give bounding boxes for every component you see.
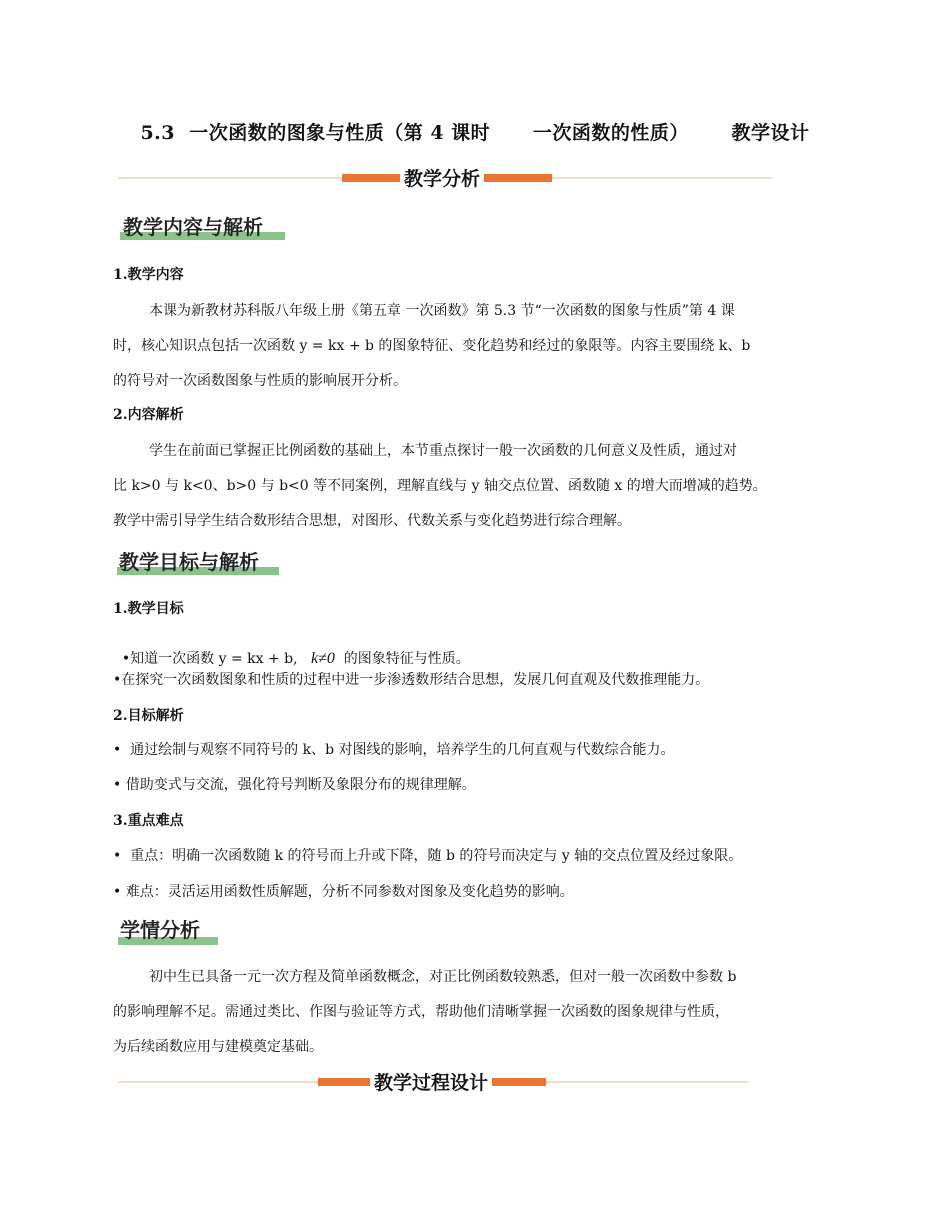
subheading-content-analysis: 2.内容解析 [113, 407, 184, 423]
goal-analysis-item: • 通过绘制与观察不同符号的 k、b 对图线的影响，培养学生的几何直观与代数综合能力。 [113, 742, 675, 758]
subheading-goals: 1.教学目标 [113, 601, 184, 617]
section-heading-goals: 教学目标与解析 [119, 550, 259, 574]
goal-item: •在探究一次函数图象和性质的过程中进一步渗透数形结合思想，发展几何直观及代数推理能力。 [113, 672, 710, 688]
key-point-item: • 难点：灵活运用函数性质解题，分析不同参数对图象及变化趋势的影响。 [113, 884, 574, 900]
subheading-content: 1.教学内容 [113, 267, 184, 283]
paragraph-line: 本课为新教材苏科版八年级上册《第五章 一次函数》第 5.3 节“一次函数的图象与性质”第 4 课 [149, 303, 735, 319]
divider-label-analysis: 教学分析 [400, 164, 484, 191]
paragraph-line: 为后续函数应用与建模奠定基础。 [113, 1039, 323, 1055]
subheading-goal-analysis: 2.目标解析 [113, 708, 184, 724]
divider-label-process: 教学过程设计 [370, 1068, 492, 1095]
section-heading-content: 教学内容与解析 [123, 215, 263, 239]
paragraph-line: 的影响理解不足。需通过类比、作图与验证等方式，帮助他们清晰掌握一次函数的图象规律与性质， [113, 1004, 729, 1020]
math-condition: k≠0 [310, 650, 335, 667]
section-heading-students: 学情分析 [120, 918, 200, 942]
paragraph-line: 的符号对一次函数图象与性质的影响展开分析。 [113, 373, 407, 389]
key-point-item: • 重点：明确一次函数随 k 的符号而上升或下降，随 b 的符号而决定与 y 轴的交点位置及经过象限。 [113, 848, 743, 864]
goal-text: •知道一次函数 y = kx + b, [121, 651, 311, 667]
paragraph-line: 初中生已具备一元一次方程及简单函数概念，对正比例函数较熟悉，但对一般一次函数中参数 b [149, 969, 737, 985]
goal-analysis-item: • 借助变式与交流，强化符号判断及象限分布的规律理解。 [113, 777, 476, 793]
paragraph-line: 学生在前面已掌握正比例函数的基础上，本节重点探讨一般一次函数的几何意义及性质，通过对 [149, 443, 737, 459]
paragraph-line: 比 k>0 与 k<0、b>0 与 b<0 等不同案例，理解直线与 y 轴交点位置、函数随 x 的增大而增减的趋势。 [113, 478, 767, 494]
document-title: 5.3 一次函数的图象与性质（第 4 课时 一次函数的性质） 教学设计 [140, 122, 810, 144]
paragraph-line: 时，核心知识点包括一次函数 y = kx + b 的图象特征、变化趋势和经过的象限等。内容主要围绕 k、b [113, 338, 751, 354]
subheading-key-points: 3.重点难点 [113, 813, 184, 829]
paragraph-line: 教学中需引导学生结合数形结合思想，对图形、代数关系与变化趋势进行综合理解。 [113, 513, 631, 529]
goal-item [113, 632, 470, 668]
goal-text: 的图象特征与性质。 [334, 651, 470, 667]
